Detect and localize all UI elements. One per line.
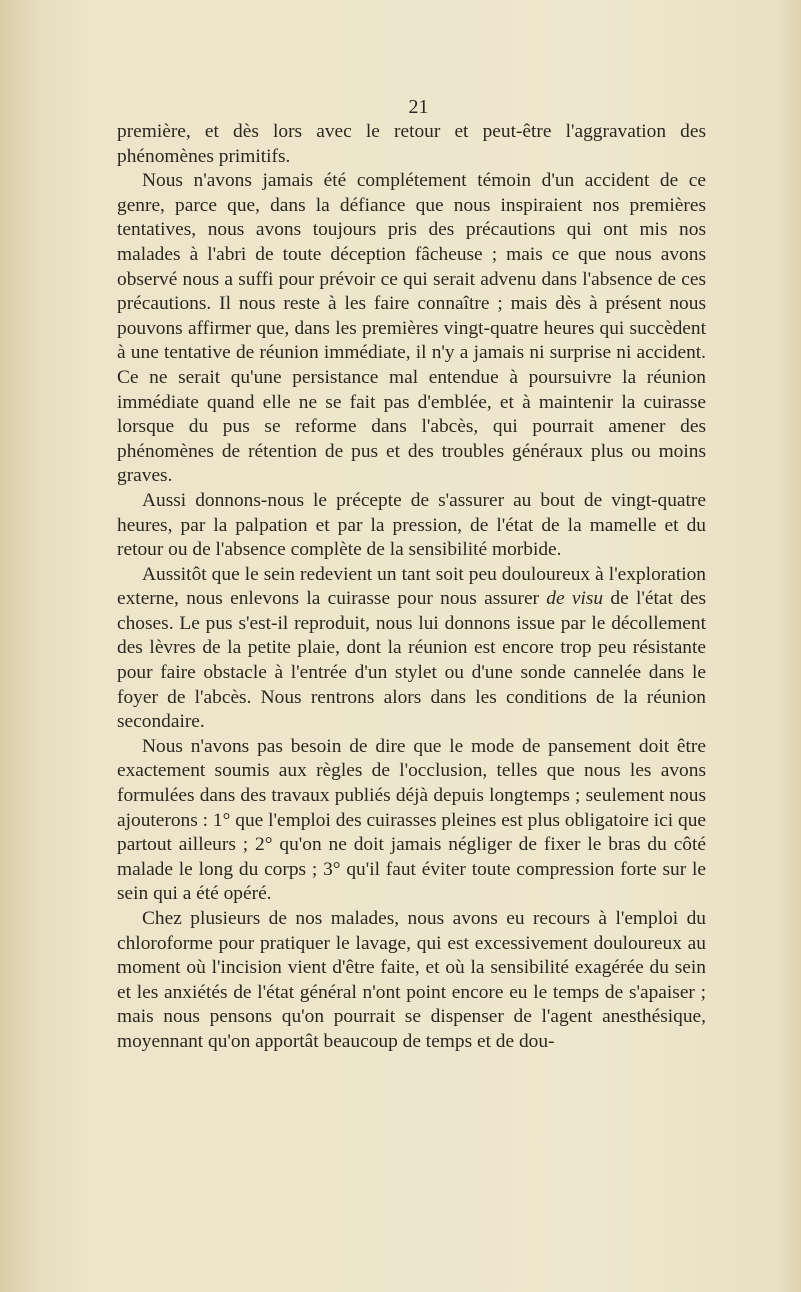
paragraph-4 [117,563,706,735]
italic-de-visu: de visu [546,588,604,610]
body-text [117,120,706,1055]
paragraph-1: première, et dès lors avec le retour et peut-être l'aggravation des phénomènes primitifs. [117,121,706,167]
page-number: 21 [408,96,429,118]
paragraph-4-start: Aussitôt que le sein redevient un tant soit peu douloureux à l'exploration externe, nous enlevons la cuirasse pour nous assurer [117,563,706,610]
paragraph-5: Nous n'avons pas besoin de dire que le mode de pansement doit être exactement soumis aux règles de l'occlusion, telles que nous les avons formulées dans des travaux publiés déjà depuis longtemps ; seulement nous ajouterons : 1° que l'emploi des cuirasses pleines est plus obligatoire ici que partout ailleurs ; 2° qu'on ne doit jamais négliger de fixer le bras du côté malade le long du corps ; 3° qu'il faut éviter toute compression forte sur le sein qui a été opéré. [117,735,706,905]
paragraph-4-end: de l'état des choses. Le pus s'est-il reproduit, nous lui donnons issue par le décollement des lèvres de la petite plaie, dont la réunion est encore trop peu résistante pour faire obstacle à l'entrée d'un stylet ou d'une sonde cannelée dans le foyer de l'abcès. Nous rentrons alors dans les conditions de la réunion secondaire. [117,588,707,733]
paragraph-3: Aussi donnons-nous le précepte de s'assurer au bout de vingt-quatre heures, par la palpation et par la pression, de l'état de la mamelle et du retour ou de l'absence complète de la sensibilité morbide. [117,489,706,561]
paragraph-6: Chez plusieurs de nos malades, nous avons eu recours à l'emploi du chloroforme pour pratiquer le lavage, qui est excessivement douloureux au moment où l'incision vient d'être faite, et où la sensibilité exagérée du sein et les anxiétés de l'état général n'ont point encore eu le temps de s'apaiser ; mais nous pensons qu'on pourrait se dispenser de l'agent anesthésique, moyennant qu'on apportât beaucoup de temps et de dou- [117,908,706,1052]
paragraph-2: Nous n'avons jamais été complétement témoin d'un accident de ce genre, parce que, dans la défiance que nous inspiraient nos premières tentatives, nous avons toujours pris des précautions qui ont mis nos malades à l'abri de toute déception fâcheuse ; mais ce que nous avons observé nous a suffi pour prévoir ce qui serait advenu dans l'absence de ces précautions. Il nous reste à les faire connaître ; mais dès à présent nous pouvons affirmer que, dans les premières vingt-quatre heures qui succèdent à une tentative de réunion immédiate, il n'y a jamais ni surprise ni accident. Ce ne serait qu'une persistance mal entendue à poursuivre la réunion immédiate quand elle ne se fait pas d'emblée, et à maintenir la cuirasse lorsque du pus se reforme dans l'abcès, qui pourrait amener des phénomènes de rétention de pus et des troubles généraux plus ou moins graves. [117,170,706,487]
